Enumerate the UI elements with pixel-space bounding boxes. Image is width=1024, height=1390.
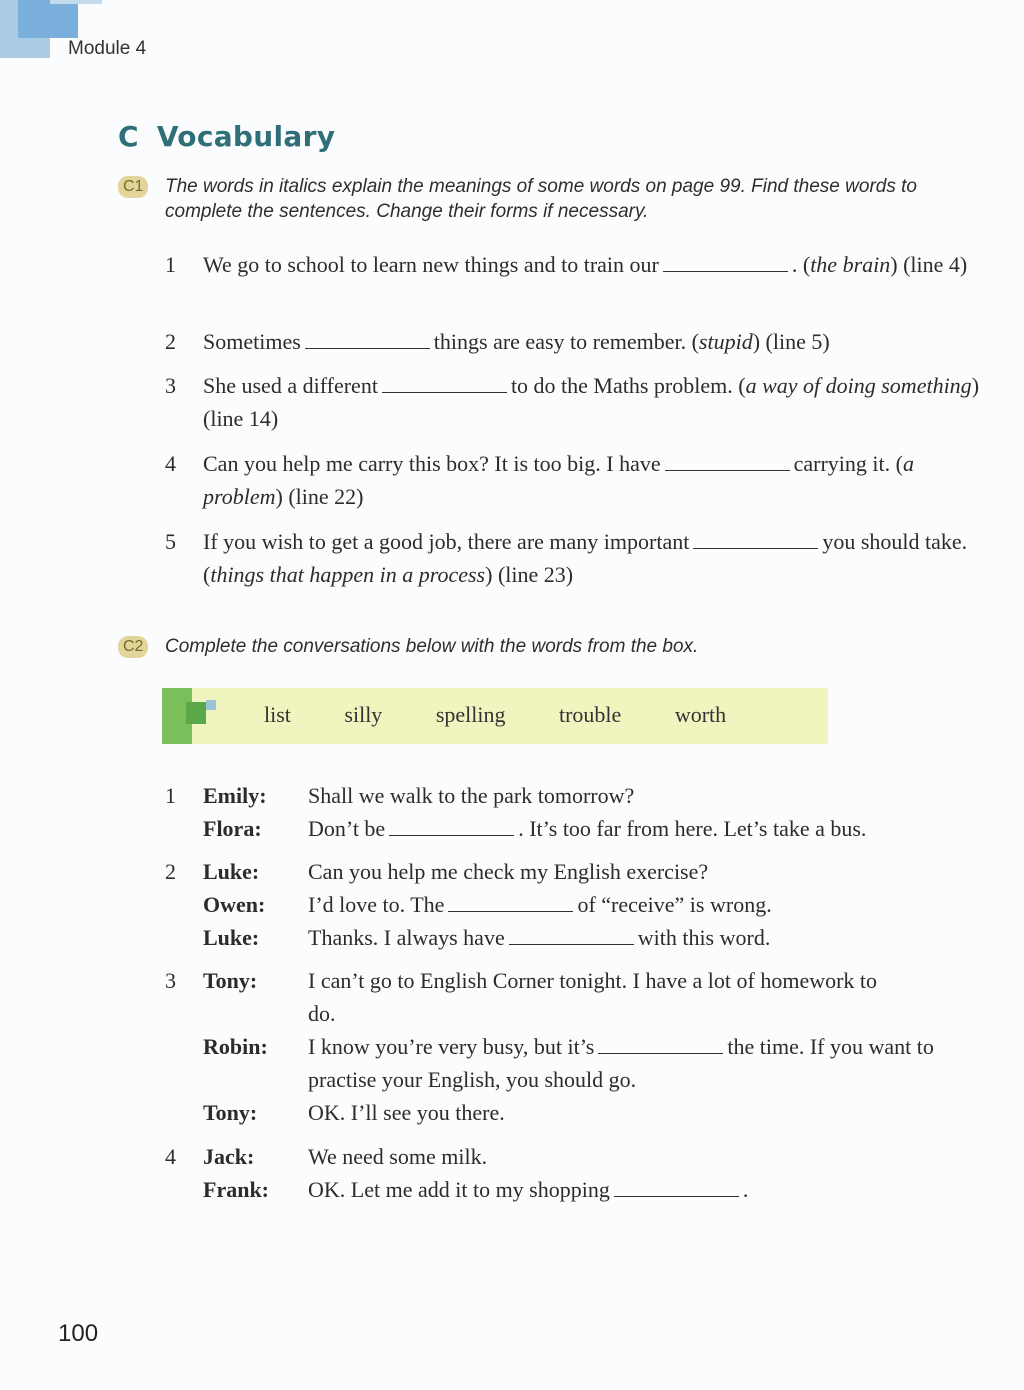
c1-item-1: [165, 248, 995, 281]
answer-blank[interactable]: [665, 450, 790, 471]
item-number: 2: [165, 329, 176, 354]
speech-text-after: of “receive” is wrong.: [577, 892, 772, 917]
item-line-ref: ) (line 14): [203, 373, 980, 431]
corner-decoration-square: [18, 0, 78, 38]
word-box: [162, 688, 828, 744]
dialogue-line: [165, 1096, 995, 1129]
conversation-1: [165, 779, 995, 845]
item-text-after: you should take. (: [203, 529, 968, 587]
speech-text: Can you help me check my English exercise?: [308, 859, 709, 884]
dialogue-line: [165, 921, 995, 954]
speaker-name: Tony:: [203, 1100, 258, 1125]
speaker-name: Robin:: [203, 1034, 268, 1059]
item-number: 5: [165, 529, 176, 554]
item-text-before: She used a different: [203, 373, 378, 398]
dialogue-line: [165, 1140, 995, 1173]
speaker-name: Flora:: [203, 816, 262, 841]
item-hint: stupid: [698, 329, 753, 354]
speaker-name: Tony:: [203, 968, 258, 993]
item-hint: a problem: [203, 451, 914, 509]
item-text-after: . (: [791, 252, 811, 277]
c2-instruction: Complete the conversations below with the words from the box.: [165, 636, 699, 657]
answer-blank[interactable]: [663, 251, 788, 272]
item-text-before: Can you help me carry this box? It is too big. I have: [203, 451, 661, 476]
speaker-name: Emily:: [203, 783, 267, 808]
word-option: worth: [674, 702, 727, 727]
item-text-after: carrying it. (: [793, 451, 903, 476]
c1-item-2: [165, 325, 995, 358]
speech-text: We need some milk.: [308, 1144, 488, 1169]
item-number: 3: [165, 373, 176, 398]
c1-item-4: [165, 447, 995, 513]
dialogue-line: [165, 888, 995, 921]
item-hint: a way of doing something: [745, 373, 972, 398]
item-hint: things that happen in a process: [210, 562, 486, 587]
answer-blank[interactable]: [509, 924, 634, 945]
c1-instruction: The words in italics explain the meanings of some words on page 99. Find these words to complete the sentences. Change their forms if necessary.: [165, 176, 917, 222]
dialogue-line: [165, 812, 995, 845]
word-option: trouble: [558, 702, 622, 727]
dialogue-line: [165, 964, 995, 1030]
answer-blank[interactable]: [305, 328, 430, 349]
item-text-before: Sometimes: [203, 329, 301, 354]
answer-blank[interactable]: [598, 1033, 723, 1054]
item-text-before: We go to school to learn new things and to train our: [203, 252, 659, 277]
conversation-4: [165, 1140, 995, 1206]
c1-item-3: [165, 369, 995, 435]
item-text-after: things are easy to remember. (: [433, 329, 699, 354]
answer-blank[interactable]: [693, 528, 818, 549]
item-line-ref: ) (line 5): [752, 329, 830, 354]
c1-item-5: [165, 525, 995, 591]
conversation-number: 3: [165, 968, 176, 993]
speech-text-before: OK. Let me add it to my shopping: [308, 1177, 610, 1202]
item-line-ref: ) (line 22): [275, 484, 364, 509]
answer-blank[interactable]: [382, 372, 507, 393]
module-label: Module 4: [68, 38, 147, 59]
conversation-number: 4: [165, 1144, 176, 1169]
answer-blank[interactable]: [389, 815, 514, 836]
dialogue-line: [165, 1030, 995, 1096]
speaker-name: Frank:: [203, 1177, 269, 1202]
word-list: [264, 702, 774, 728]
word-option: list: [264, 702, 291, 727]
speech-text-after: with this word.: [637, 925, 771, 950]
section-title: [118, 120, 335, 153]
item-number: 1: [165, 252, 176, 277]
speech-text: I can’t go to English Corner tonight. I have a lot of homework to do.: [308, 968, 878, 1026]
answer-blank[interactable]: [614, 1176, 739, 1197]
word-box-decoration: [186, 702, 206, 724]
speaker-name: Owen:: [203, 892, 266, 917]
speaker-name: Jack:: [203, 1144, 255, 1169]
conversation-number: 2: [165, 859, 176, 884]
speech-text-before: Don’t be: [308, 816, 386, 841]
speaker-name: Luke:: [203, 925, 260, 950]
speech-text: Shall we walk to the park tomorrow?: [308, 783, 635, 808]
item-hint: the brain: [810, 252, 891, 277]
page-number: 100: [58, 1320, 99, 1347]
speech-text-after: . It’s too far from here. Let’s take a bus.: [518, 816, 867, 841]
item-text-after: to do the Maths problem. (: [510, 373, 746, 398]
word-option: spelling: [435, 702, 506, 727]
section-letter: C: [118, 120, 139, 153]
dialogue-line: [165, 855, 995, 888]
conversation-number: 1: [165, 783, 176, 808]
corner-decoration-strip: [50, 0, 102, 4]
speech-text-after: .: [742, 1177, 749, 1202]
speech-text-after: the time. If you want to practise your English, you should go.: [308, 1034, 934, 1092]
speech-text: OK. I’ll see you there.: [308, 1100, 505, 1125]
c1-tag: C1: [118, 176, 148, 198]
speaker-name: Luke:: [203, 859, 260, 884]
speech-text-before: I’d love to. The: [308, 892, 445, 917]
speech-text-before: Thanks. I always have: [308, 925, 505, 950]
item-number: 4: [165, 451, 176, 476]
answer-blank[interactable]: [448, 891, 573, 912]
item-text-before: If you wish to get a good job, there are many important: [203, 529, 690, 554]
dialogue-line: [165, 1173, 995, 1206]
word-box-decoration: [206, 700, 216, 710]
speech-text-before: I know you’re very busy, but it’s: [308, 1034, 595, 1059]
item-line-ref: ) (line 4): [890, 252, 968, 277]
word-option: silly: [344, 702, 383, 727]
item-line-ref: ) (line 23): [485, 562, 574, 587]
c2-tag: C2: [118, 636, 148, 658]
section-title-text: Vocabulary: [156, 120, 336, 153]
conversation-2: [165, 855, 995, 954]
conversation-3: [165, 964, 995, 1129]
dialogue-line: [165, 779, 995, 812]
